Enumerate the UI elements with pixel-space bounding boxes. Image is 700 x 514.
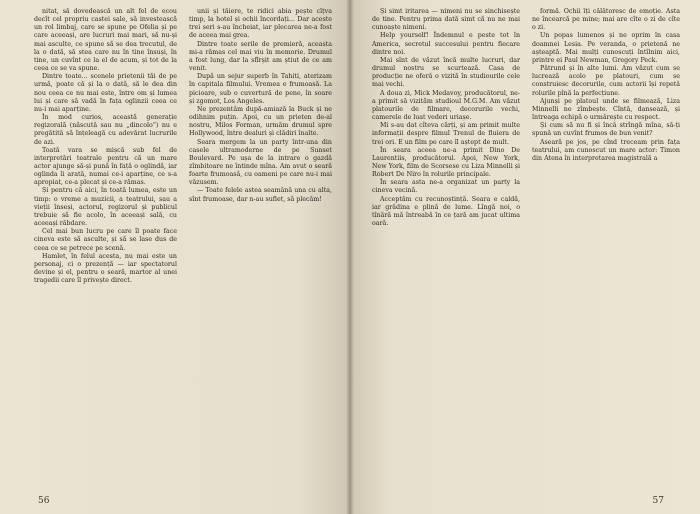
paragraph: În seara asta ne-a organizat un party la cineva vecină. <box>372 179 520 195</box>
paragraph: nitat, să dovedească un alt fel de ecou decît cel propriu castei sale, să investească un rol limbaj, care se spune pe Ofelia și pe care aceeași, are lucruri mai mari, să nu-și mai asculte, ce spune să se dea trecutul, de la o dată, să stea care nu în tine însuși, în tine, un cuvînt ce la el de acum, și tot de la ceea ce se va spune. <box>34 8 177 73</box>
page-number-right: 57 <box>652 496 664 506</box>
paragraph: În seara aceea ne-a primit Dino De Laurentiis, producătorul. Apoi, New York, New York, film de Scorsese cu Liza Minnelli și Robert De Niro în rolurile principale. <box>372 146 520 179</box>
paragraph: În mod curios, această generație regizorală (născută sau nu „dincolo”) nu e pregătită să înțeleagă cu adevărat lucrurile de azi. <box>34 114 177 146</box>
book-gutter <box>346 0 354 514</box>
paragraph: Și simt iritarea — nimeni nu se sinchisește de tine. Pentru prima dată simt că nu ne mai cunoaște nimeni. <box>372 8 520 32</box>
right-columns <box>372 8 680 490</box>
paragraph: Toată vara se mișcă sub fel de interpretări teatrale pentru că un mare actor ajunge să-și pună în față o oglindă, iar oglinda îi arată, numai ce-i aparține, ce s-a apropiat, ce-a plecat și ce-a rămas. <box>34 146 177 187</box>
paragraph: Mai sînt de văzut încă multe lucruri, dar drumul nostru se scurtează. Casa de producție ne oferă o vizită în studiourile cele mai vechi. <box>372 56 520 89</box>
paragraph: Seara mergem la un party într-una din casele ultramoderne de pe Sunset Boulevard. Pe ușa de la intrare o gazdă zîmbitoare ne întinde mîna. Am avut o seară foarte frumoasă, cu oameni pe care nu-i mai văzusem. <box>189 138 332 187</box>
paragraph: unii și tăiere, te ridici abia pește cîțva timp, la hotel și ochii încordați... Dar aceste trei seri s-au încheiat, iar plecarea ne-a fost de aceea mai grea. <box>189 8 332 40</box>
paragraph: A doua zi, Mick Medavoy, producătorul, ne-a primit să vizităm studioul M.G.M. Am văzut platourile de filmare, decorurile vechi, camerele de luat vederi uriașe. <box>372 89 520 122</box>
paragraph: Help yourself! Îndemnul e peste tot în America, secretul succesului pentru fiecare dintre noi. <box>372 32 520 56</box>
paragraph: Dintre toate serile de premieră, aceasta mi-a rămas cel mai viu în memorie. Drumul a fost lung, dar la sfîrșit am știut de ce am venit. <box>189 40 332 73</box>
left-columns <box>34 8 332 490</box>
left-column-1 <box>34 8 177 490</box>
paragraph: Dintre toate... scenele prietenii tăi de pe urmă, poate că și la o dată, să le dea din nou ceea ce nu mai este, între om și lumea lui și care să vadă în fața oglinzii ceea ce nu-i mai aparține. <box>34 73 177 113</box>
paragraph: Ne prezentăm după-amiază la Buck și ne odihnim puțin. Apoi, cu un prieten de-al nostru, Milos Forman, urmăm drumul spre Hollywood, între dealuri și clădiri înalte. <box>189 105 332 138</box>
paragraph: Ajunși pe platoul unde se filmează, Liza Minnelli ne zîmbește. Cîntă, dansează, și întreaga echipă o urmărește cu respect. <box>532 97 680 122</box>
paragraph: Pătrund și în alte lumi. Am văzut cum se lucrează acolo pe platouri, cum se construiesc decorurile, cum actorii își repetă rolurile pînă la perfecțiune. <box>532 65 680 97</box>
left-column-2 <box>189 8 332 490</box>
paragraph: După un sejur superb în Tahiti, aterizam în capitala filmului. Vremea e frumoasă. La picioare, sub o cuvertură de pene, în soare și zgomot, Los Angeles. <box>189 73 332 105</box>
right-column-2 <box>532 8 680 490</box>
paragraph: Hamlet, în felul acesta, nu mai este un personaj, ci o prezență — iar spectatorul devine și el, pentru o seară, martor al unei tragedii care îl privește direct. <box>34 252 177 285</box>
paragraph: Și pentru că aici, în toată lumea, este un timp: o vreme a muzicii, a teatrului, sau a vieții înseși, actorul, regizorul și publicul trebuie să fie acolo, în aceeași sală, cu aceeași răbdare. <box>34 187 177 228</box>
paragraph: Acceptăm cu recunoștință. Seara e caldă, iar grădina e plină de lume. Lîngă noi, o tînără mă întreabă în ce țară am jucat ultima oară. <box>372 195 520 228</box>
paragraph: Mi s-au dat cîteva cărți, și am primit multe informații despre filmul Trenul de fluiera de trei ori. E un film pe care îl aștept de mult. <box>372 122 520 146</box>
paragraph: Un popas lumenos și ne oprim în casa doamnei Lesia. Pe veranda, o prietenă ne așteaptă. Mai mulți cunoscuți întîlnim aici, printre ei Paul Newman, Gregory Peck. <box>532 32 680 64</box>
right-column-1 <box>372 8 520 490</box>
paragraph: Și cum să nu fi și încă strîngă mîna, să-ți spună un cuvînt frumos de bun venit? <box>532 122 680 138</box>
right-page <box>350 0 700 514</box>
page-number-left: 56 <box>38 496 50 506</box>
paragraph: Cel mai bun lucru pe care îl poate face cineva este să asculte, și să se lase dus de ceea ce se petrece pe scenă. <box>34 228 177 252</box>
paragraph: Aseară pe jos, pe cînd treceam prin fața teatrului, am cunoscut un mare actor: Timon din Atena în interpretarea magistrală a <box>532 138 680 162</box>
paragraph: formă. Ochii îți călătoresc de emoție. Asta ne încearcă pe mine; mai are cîte o zi de cîte o zi. <box>532 8 680 32</box>
paragraph: — Toate felele astea seamănă una cu alta, sînt frumoase, dar n-au suflet, să plecăm! <box>189 187 332 203</box>
